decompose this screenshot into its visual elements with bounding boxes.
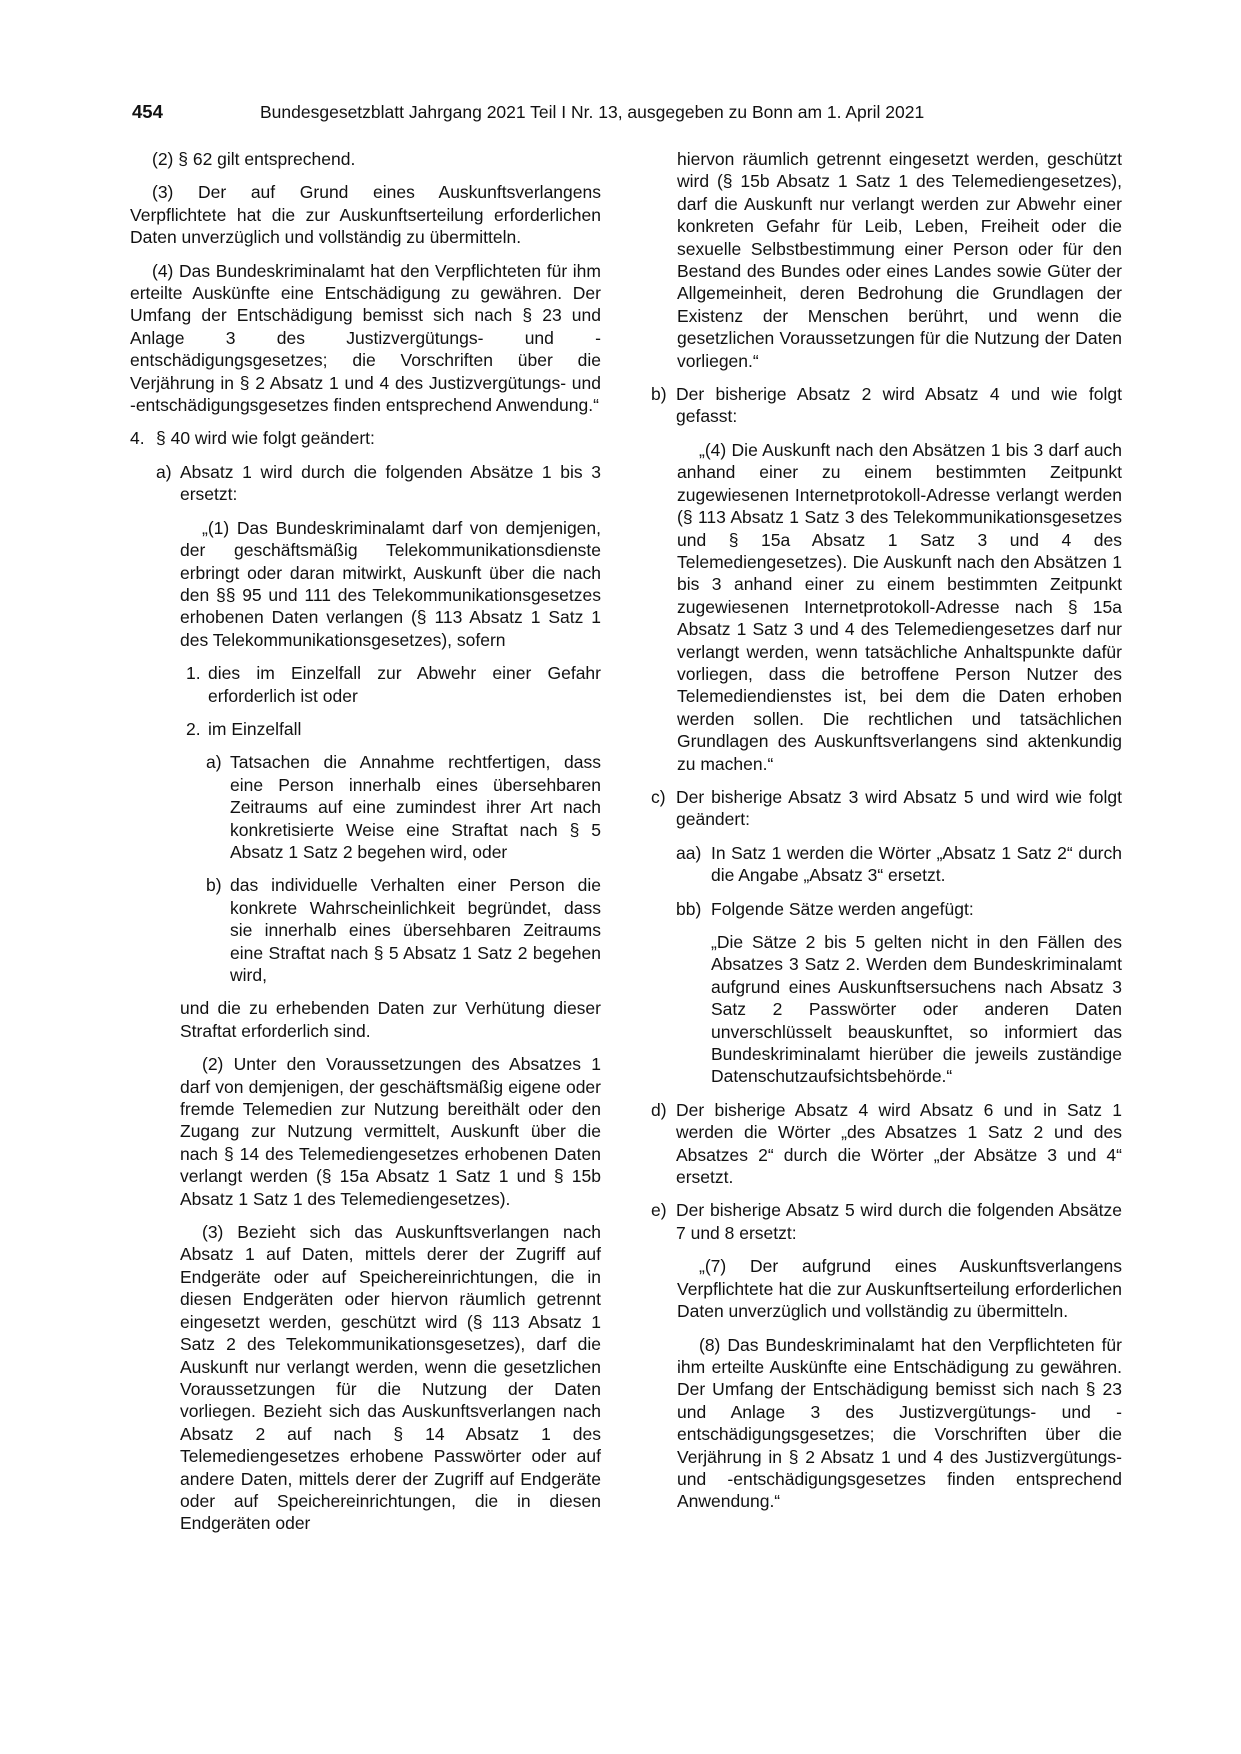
list-label: a) xyxy=(156,461,172,482)
list-item-aa xyxy=(676,842,1122,887)
paragraph-3: (3) Der auf Grund eines Auskunftsverlangens Verpflichtete hat die zur Auskunftserteilung erforderlichen Daten unverzüglich und vollständig zu übermitteln. xyxy=(130,182,601,248)
right-column xyxy=(651,148,1122,1524)
list-item-bb xyxy=(676,898,1122,920)
quoted-paragraph-1: „(1) Das Bundeskriminalamt darf von demjenigen, der geschäftsmäßig Telekommunikationsdienste erbringt oder daran mitwirkt, Auskunft über die nach den §§ 95 und 111 des Telekommunikationsgesetzes erhobenen Daten verlangen (§ 113 Absatz 1 Satz 1 des Telekommunikationsgesetzes), sofern xyxy=(180,517,601,650)
list-label: 1. xyxy=(186,663,201,684)
closing-clause: und die zu erhebenden Daten zur Verhütung dieser Straftat erforderlich sind. xyxy=(180,998,601,1041)
list-item-d xyxy=(651,1099,1122,1189)
list-item-b xyxy=(651,383,1122,428)
list-label: d) xyxy=(651,1099,667,1120)
left-column xyxy=(130,148,601,1546)
list-label: aa) xyxy=(676,842,702,863)
list-item-2a xyxy=(206,751,601,863)
list-text: Der bisherige Absatz 5 wird durch die folgenden Absätze 7 und 8 ersetzt: xyxy=(676,1200,1122,1243)
list-item-2 xyxy=(186,718,601,740)
continued-paragraph: hiervon räumlich getrennt eingesetzt werden, geschützt wird (§ 15b Absatz 1 Satz 1 des Telemediengesetzes), darf die Auskunft nur verlangt werden zur Abwehr einer konkreten Gefahr für Leib, Leben, Freiheit oder die sexuelle Selbstbestimmung einer Person oder für den Bestand des Bundes oder eines Landes sowie Güter der Allgemeinheit, deren Bedrohung die Grundlagen der Existenz der Menschen berührt, und wenn die gesetzlichen Voraussetzungen für die Nutzung der Daten vorliegen.“ xyxy=(677,149,1122,371)
quoted-paragraph-7: „(7) Der aufgrund eines Auskunftsverlangens Verpflichtete hat die zur Auskunftserteilung erforderlichen Daten unverzüglich und vollständig zu übermitteln. xyxy=(677,1256,1122,1322)
list-text: im Einzelfall xyxy=(208,718,302,739)
paragraph-2: (2) § 62 gilt entsprechend. xyxy=(152,149,356,169)
quoted-sentences-bb: „Die Sätze 2 bis 5 gelten nicht in den Fällen des Absatzes 3 Satz 2. Werden dem Bundeskriminalamt aufgrund eines Auskunftsersuchens nach Absatz 3 Satz 2 Passwörter oder anderen Daten unverschlüsselt beauskunftet, so informiert das Bundeskriminalamt hierüber die jeweils zuständige Datenschutzaufsichtsbehörde.“ xyxy=(711,932,1122,1087)
list-text: § 40 wird wie folgt geändert: xyxy=(156,428,375,449)
quoted-paragraph-2: (2) Unter den Voraussetzungen des Absatzes 1 darf von demjenigen, der geschäftsmäßig eigene oder fremde Telemedien zur Nutzung bereithält oder den Zugang zur Nutzung vermittelt, Auskunft über die nach § 14 des Telemediengesetzes erhobenen Daten verlangt werden (§ 15a Absatz 1 Satz 1 und § 15b Absatz 1 Satz 1 des Telemediengesetzes). xyxy=(180,1054,601,1209)
list-text: Der bisherige Absatz 2 wird Absatz 4 und wie folgt gefasst: xyxy=(676,384,1122,427)
list-item-e xyxy=(651,1199,1122,1244)
page-header xyxy=(130,97,1115,127)
list-label: 4. xyxy=(130,428,145,449)
list-text: Der bisherige Absatz 4 wird Absatz 6 und in Satz 1 werden die Wörter „des Absatzes 1 Satz 2 und des Absatzes 2“ durch die Wörter „der Absätze 3 und 4“ ersetzt. xyxy=(676,1099,1122,1188)
list-label: e) xyxy=(651,1200,667,1221)
list-label: b) xyxy=(206,875,222,896)
list-item-4 xyxy=(130,427,601,449)
list-item-1 xyxy=(186,662,601,707)
list-text: Absatz 1 wird durch die folgenden Absätze 1 bis 3 ersetzt: xyxy=(180,461,601,505)
quoted-paragraph-4: „(4) Die Auskunft nach den Absätzen 1 bis 3 darf auch anhand einer zu einem bestimmten Zeitpunkt zugewiesenen Internetprotokoll-Adresse verlangt werden (§ 113 Absatz 1 Satz 3 des Telekommunikationsgesetzes und § 15a Absatz 1 Satz 3 und 4 des Telemediengesetzes). Die Auskunft nach den Absätzen 1 bis 3 anhand einer zu einem bestimmten Zeitpunkt zugewiesenen Internetprotokoll-Adresse nach § 15a Absatz 1 Satz 3 und 4 des Telemediengesetzes darf nur verlangt werden, wenn tatsächliche Anhaltspunkte dafür vorliegen, dass die betroffene Person Nutzer des Telemediendienstes ist, bei dem die Daten erhoben werden sollen. Die rechtlichen und tatsächlichen Grundlagen des Auskunftsverlangens sind aktenkundig zu machen.“ xyxy=(677,439,1122,774)
list-text: In Satz 1 werden die Wörter „Absatz 1 Satz 2“ durch die Angabe „Absatz 3“ ersetzt. xyxy=(711,842,1122,886)
list-text: Folgende Sätze werden angefügt: xyxy=(711,898,974,919)
quoted-paragraph-3: (3) Bezieht sich das Auskunftsverlangen nach Absatz 1 auf Daten, mittels derer der Zugriff auf Endgeräte oder auf Speichereinrichtungen, die in diesen Endgeräten oder hiervon räumlich getrennt eingesetzt werden, geschützt wird (§ 113 Absatz 1 Satz 2 des Telekommunikationsgesetzes), darf die Auskunft nur verlangt werden, wenn die gesetzlichen Voraussetzungen für die Nutzung der Daten vorliegen. Bezieht sich das Auskunftsverlangen nach Absatz 2 auf nach § 14 Absatz 1 des Telemediengesetzes erhobene Passwörter oder auf andere Daten, mittels derer der Zugriff auf Endgeräte oder auf Speichereinrichtungen, die in diesen Endgeräten oder xyxy=(180,1222,601,1534)
list-label: a) xyxy=(206,752,222,773)
running-title: Bundesgesetzblatt Jahrgang 2021 Teil I Nr. 13, ausgegeben zu Bonn am 1. April 2021 xyxy=(260,102,925,122)
quoted-paragraph-8: (8) Das Bundeskriminalamt hat den Verpflichteten für ihm erteilte Auskünfte eine Entschädigung zu gewähren. Der Umfang der Entschädigung bemisst sich nach § 23 und Anlage 3 des Justizvergütungs- und -entschädigungsgesetzes; die Vorschriften über die Verjährung in § 2 Absatz 1 und 4 des Justizvergütungs- und -entschädigungsgesetzes finden entsprechend Anwendung.“ xyxy=(677,1334,1122,1512)
list-item-a xyxy=(156,461,601,506)
list-label: bb) xyxy=(676,898,702,919)
list-text: Tatsachen die Annahme rechtfertigen, dass eine Person innerhalb eines übersehbaren Zeitraums auf eine zumindest ihrer Art nach konkretisierte Weise eine Straftat nach § 5 Absatz 1 Satz 2 begehen wird, oder xyxy=(230,752,601,862)
list-text: das individuelle Verhalten einer Person die konkrete Wahrscheinlichkeit begründet, dass sie innerhalb eines übersehbaren Zeitraums eine Straftat nach § 5 Absatz 1 Satz 2 begehen wird, xyxy=(230,875,601,985)
list-item-2b xyxy=(206,874,601,986)
list-text: Der bisherige Absatz 3 wird Absatz 5 und wird wie folgt geändert: xyxy=(676,786,1122,830)
list-label: c) xyxy=(651,786,666,807)
list-item-c xyxy=(651,786,1122,831)
list-label: b) xyxy=(651,384,667,405)
list-label: 2. xyxy=(186,718,201,739)
paragraph-4: (4) Das Bundeskriminalamt hat den Verpflichteten für ihm erteilte Auskünfte eine Entschädigung zu gewähren. Der Umfang der Entschädigung bemisst sich nach § 23 und Anlage 3 des Justizvergütungs- und -entschädigungsgesetzes; die Vorschriften über die Verjährung in § 2 Absatz 1 und 4 des Justizvergütungs- und -entschädigungsgesetzes finden entsprechend Anwendung.“ xyxy=(130,260,601,416)
page-number: 454 xyxy=(132,101,163,122)
list-text: dies im Einzelfall zur Abwehr einer Gefahr erforderlich ist oder xyxy=(208,663,601,706)
